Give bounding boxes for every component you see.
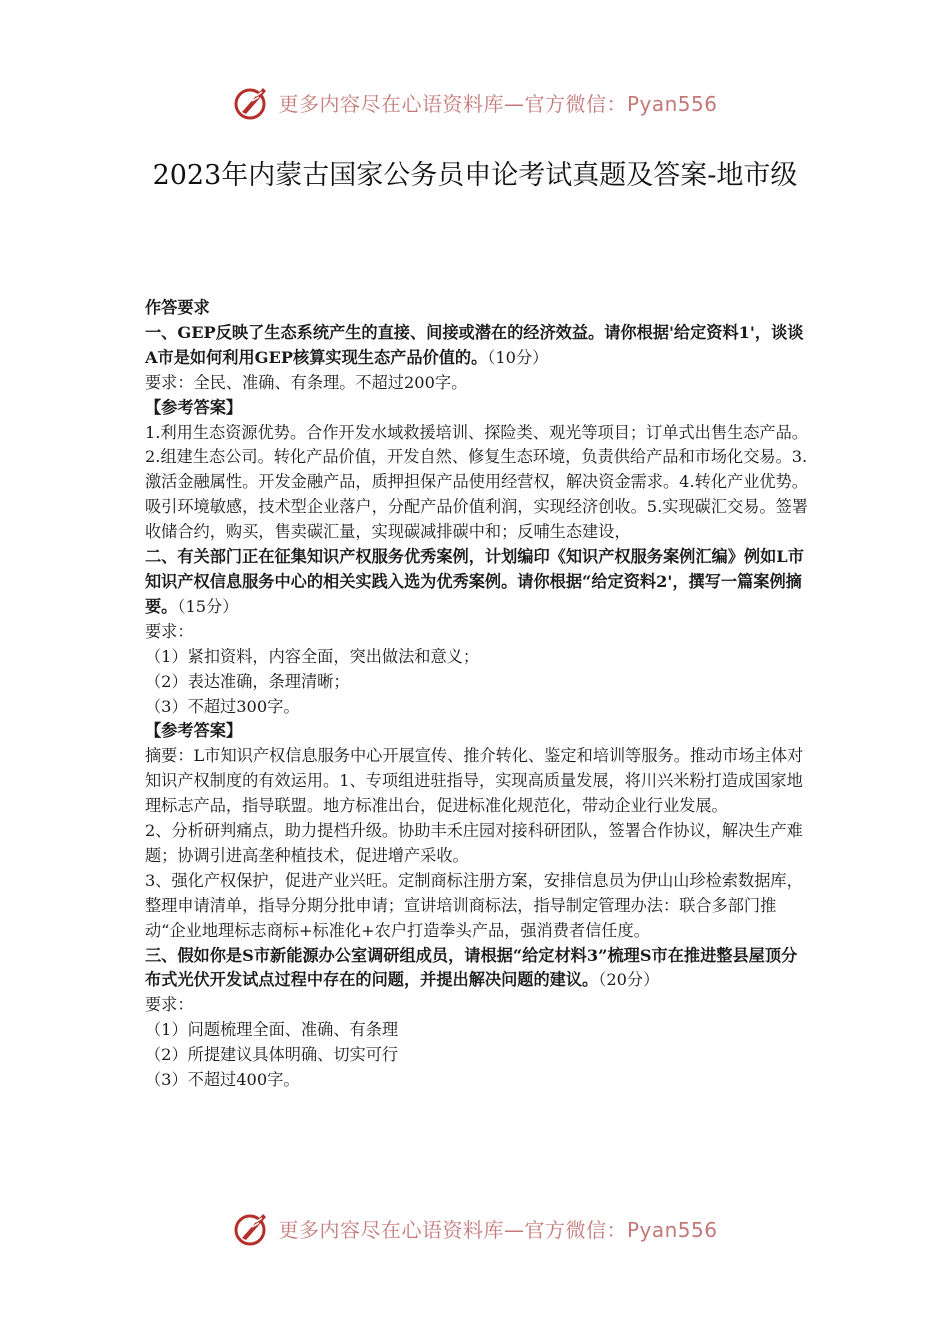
watermark-text: 更多内容尽在心语资料库—官方微信：Pyan556 <box>278 1217 718 1242</box>
question-3 <box>145 944 813 994</box>
header-watermark <box>0 82 950 122</box>
answer-2-heading: 【参考答案】 <box>145 721 243 741</box>
requirements-heading: 作答要求 <box>145 298 210 317</box>
watermark-text: 更多内容尽在心语资料库—官方微信：Pyan556 <box>278 91 718 116</box>
answer-2-paragraph: 2、分析研判痛点，助力提档升级。协助丰禾庄园对接科研团队，签署合作协议，解决生产难题；协调引进高垄种植技术，促进增产采收。 <box>145 821 803 865</box>
answer-2-paragraph: 摘要：L市知识产权信息服务中心开展宣传、推介转化、鉴定和培训等服务。推动市场主体对知识产权制度的有效运用。1、专项组进驻指导，实现高质量发展，将川兴米粉打造成国家地理标志产品，指导联盟。地方标准出台，促进标准化规范化，带动企业行业发展。 <box>145 746 804 816</box>
question-3-req-item: （1）问题梳理全面、准确、有条理 <box>145 1020 399 1040</box>
document-title: 2023年内蒙古国家公务员申论考试真题及答案-地市级 <box>152 160 798 191</box>
question-1 <box>145 321 813 371</box>
question-1-requirement: 要求：全民、准确、有条理。不超过200字。 <box>145 372 468 392</box>
quill-logo-icon <box>232 82 272 122</box>
question-2-text: 二、有关部门正在征集知识产权服务优秀案例，计划编印《知识产权服务案例汇编》例如L市知识产权信息服务中心的相关实践入选为优秀案例。请你根据“给定资料2'，撰写一篇案例摘要。 <box>145 547 804 616</box>
question-3-text: 三、假如你是S市新能源办公室调研组成员，请根据“给定材料3”梳理S市在推进整县屋顶分布式光伏开发试点过程中存在的问题，并提出解决问题的建议。 <box>145 945 798 990</box>
document-body <box>145 296 813 1093</box>
question-2-req-item: （2）表达准确，条理清晰； <box>145 671 350 691</box>
question-2-req-item: （1）紧扣资料，内容全面，突出做法和意义； <box>145 646 480 666</box>
question-2-score: （15分） <box>177 596 239 616</box>
question-3-req-item: （2）所提建议具体明确、切实可行 <box>145 1045 399 1065</box>
question-2-req-item: （3）不超过300字。 <box>145 696 300 716</box>
answer-1-heading: 【参考答案】 <box>145 397 243 417</box>
answer-2-paragraph: 3、强化产权保护，促进产业兴旺。定制商标注册方案，安排信息员为伊山山珍检索数据库，整理申请清单，指导分期分批申请；宣讲培训商标法，指导制定管理办法：联合多部门推动“企业地理标志商标+标准化+农户打造拳头产品，强消费者信任度。 <box>145 870 803 940</box>
quill-logo-icon <box>232 1208 272 1248</box>
question-1-text: 一、GEP反映了生态系统产生的直接、间接或潜在的经济效益。请你根据'给定资料1'，谈谈A市是如何利用GEP核算实现生态产品价值的。 <box>145 322 804 367</box>
question-3-req-item: （3）不超过400字。 <box>145 1070 300 1090</box>
answer-1-text: 1.利用生态资源优势。合作开发水域救援培训、探险类、观光等项目；订单式出售生态产品。2.组建生态公司。转化产品价值，开发自然、修复生态环境，负责供给产品和市场化交易。3.激活金融属性。开发金融产品，质押担保产品使用经营权，解决资金需求。4.转化产业优势。吸引环境敏感，技术型企业落户，分配产品价值利润，实现经济创收。5.实现碳汇交易。签署收储合约，购买，售卖碳汇量，实现碳减排碳中和；反哺生态建设， <box>145 422 808 542</box>
question-3-score: （20分） <box>598 970 660 990</box>
question-2-req-label: 要求： <box>145 621 194 641</box>
question-3-req-label: 要求： <box>145 995 194 1015</box>
question-2 <box>145 545 813 620</box>
footer-watermark <box>0 1208 950 1248</box>
question-1-score: （10分） <box>487 347 549 367</box>
